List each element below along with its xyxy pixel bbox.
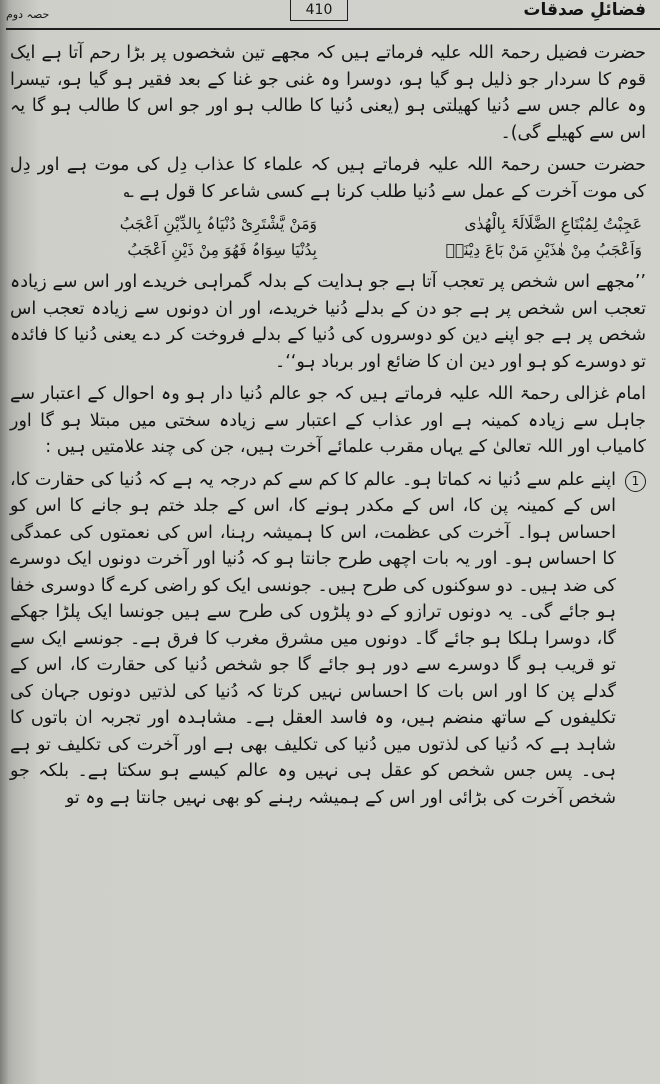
poem-line-2-right: وَاَعْجَبُ مِنْ ھٰذَیْنِ مَنْ بَاعَ دِیْنَہٗ [445, 241, 642, 259]
paragraph-hasan: حضرت حسن رحمۃ اللہ علیہ فرماتے ہیں کہ علماء کا عذاب دِل کی موت ہے اور دِل کی موت آخرت کے عمل سے دُنیا طلب کرنا ہے کسی شاعر کا قول ہے ؎ [10, 155, 646, 202]
arabic-poem [14, 211, 642, 263]
header-rule [6, 28, 660, 30]
item-number: 1 [625, 471, 646, 492]
page-header [0, 0, 660, 32]
page-edge-shadow [0, 0, 8, 1084]
numbered-item [10, 467, 646, 812]
paragraph-fuzail: حضرت فضیل رحمۃ اللہ علیہ فرماتے ہیں کہ مجھے تین شخصوں پر بڑا رحم آتا ہے ایک قوم کا سردار جو ذلیل ہو گیا ہو، دوسرا وہ غنی جو غنا کے بعد فقیر ہو گیا ہو، تیسرا وہ عالم جس سے دُنیا کھیلتی ہو (یعنی دُنیا کا طالب ہو اور جو اس کا طالب ہو گا یہ اس سے کھیلے گی)۔ [10, 43, 646, 143]
paragraph-ghazali: امام غزالی رحمۃ اللہ علیہ فرماتے ہیں کہ جو عالم دُنیا دار ہو وہ احوال کے اعتبار سے جاہل سے زیادہ کمینہ ہے اور عذاب کے اعتبار سے زیادہ سختی میں مبتلا ہو گا اور کامیاب اور اللہ تعالیٰ کے یہاں مقرب علمائے آخرت ہیں، جن کی چند علامتیں ہیں : [10, 384, 646, 457]
poem-translation: ’’مجھے اس شخص پر تعجب آتا ہے جو ہدایت کے بدلہ گمراہی خریدے اور اس سے زیادہ تعجب اس شخص پر ہے جو دن کے بدلے دُنیا خریدے، اور ان دونوں سے زیادہ تعجب اس شخص پر ہے جو اپنے دین کو دوسروں کی دُنیا کے بدلے فروخت کر دے یعنی دُنیا کا فائدہ تو دوسرے کو ہو اور دین ان کا ضائع اور برباد ہو‘‘۔ [10, 272, 646, 372]
poem-line-1-right: عَجِبْتُ لِمُبْتَاعِ الضَّلَالَۃَ بِالْھُدٰی [464, 215, 642, 233]
part-label: حصہ دوم [6, 8, 50, 21]
poem-line-1-left: وَمَنْ یَّشْتَرِیْ دُنْیَاہُ بِالدِّیْنِ اَعْجَبُ [119, 215, 317, 233]
poem-line-2-left: بِدُنْیَا سِوَاہُ فَھُوَ مِنْ ذَیْنِ اَعْجَبُ [127, 241, 317, 259]
page-body [10, 40, 646, 817]
running-head: فضائلِ صدقات [523, 0, 646, 20]
page-number: 410 [290, 0, 348, 21]
item-text: اپنے علم سے دُنیا نہ کماتا ہو۔ عالم کا کم سے کم درجہ یہ ہے کہ دُنیا کی حقارت کا، اس کے کمینہ پن کا، اس کے مکدر ہونے کا، اس کے جلد ختم ہو جانے کا اس کو احساس ہوا۔ آخرت کی عظمت، اس کا ہمیشہ رہنا، اس کی نعمتوں کی عمدگی کا احساس ہو۔ اور یہ بات اچھی طرح جانتا ہو کہ دُنیا اور آخرت دونوں ایک دوسرے کی ضد ہیں۔ دو سوکنوں کی طرح ہیں۔ جونسی ایک کو راضی کرے گا دوسری خفا ہو جائے گی۔ یہ دونوں ترازو کے دو پلڑوں کی طرح سے ہیں جونسا ایک پلڑا جھکے گا، دوسرا ہلکا ہو جائے گا۔ دونوں میں مشرق مغرب کا فرق ہے۔ جونسے ایک سے تو قریب ہو گا دوسرے سے دور ہو جائے گا جو شخص دُنیا کی حقارت کا، اس کے گدلے پن کا اور اس بات کا احساس نہیں کرتا کہ دُنیا کی لذتیں دونوں جہان کی تکلیفوں کے ساتھ منضم ہیں، وہ فاسد العقل ہے۔ مشاہدہ اور تجربہ ان باتوں کا شاہد ہے کہ دُنیا کی لذتوں میں دُنیا کی تکلیف بھی ہے اور آخرت کی تکلیف تو ہے ہی۔ پس جس شخص کو عقل ہی نہیں وہ عالم کیسے ہو سکتا ہے۔ بلکہ جو شخص آخرت کی بڑائی اور اس کے ہمیشہ رہنے کو بھی نہیں جانتا ہے وہ تو [10, 469, 616, 808]
